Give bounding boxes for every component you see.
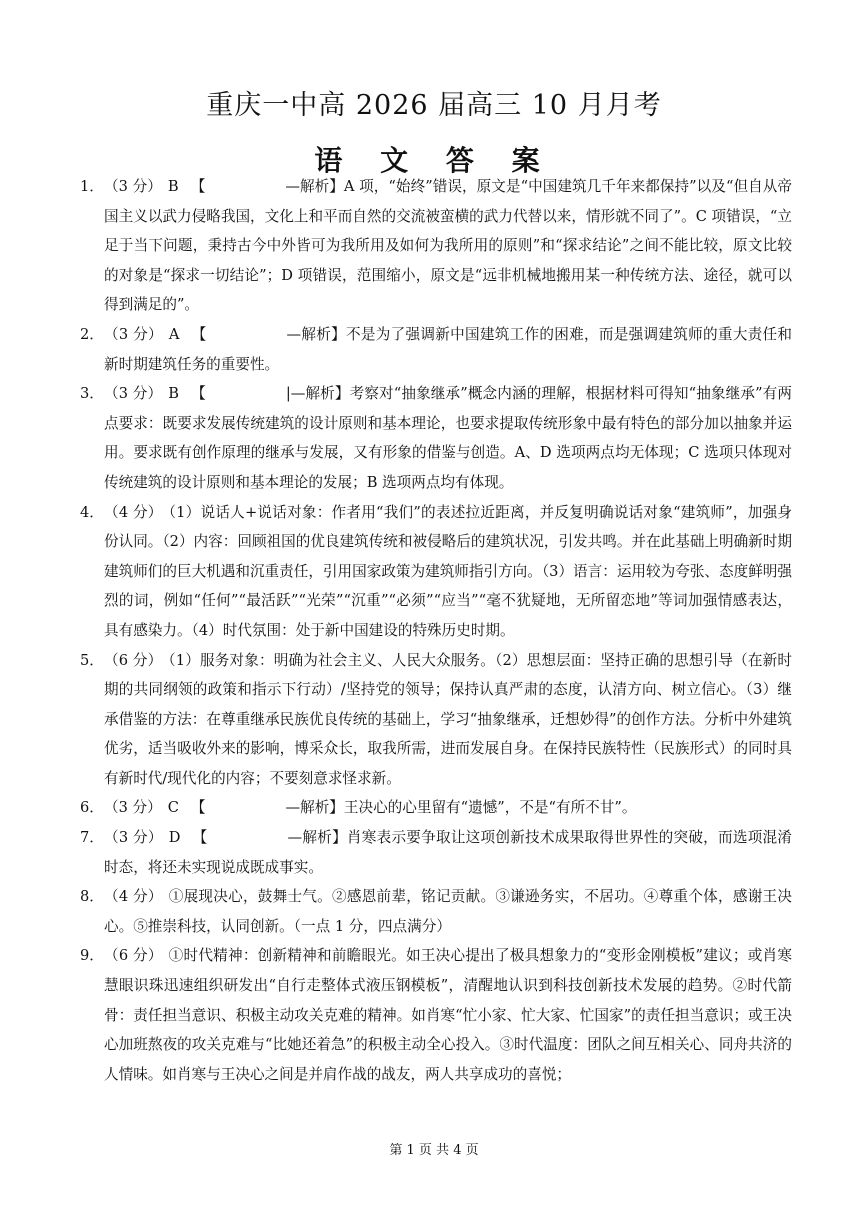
answer-points: （6 分） <box>104 651 163 669</box>
answer-points: （3 分） <box>104 325 163 343</box>
answer-item-4 <box>80 498 792 646</box>
answer-text: —解析】王决心的心里留有“遗憾”，不是“有所不甘”。 <box>285 799 637 817</box>
answer-choice: B <box>167 178 179 195</box>
answer-text: ①时代精神：创新精神和前瞻眼光。如王决心提出了极具想象力的“变形金刚模板”建议；或肖寒慧眼识珠迅速组织研发出“自行走整体式液压钢模板”，清醒地认识到科技创新技术发展的趋势。②时代箭骨：责任担当意识、积极主动攻关克难的精神。如肖寒“忙小家、忙大家、忙国家”的责任担当意识；或王决心加班熬夜的攻关克难与“比她还着急”的积极主动全心投入。③时代温度：团队之间互相关心、同舟共济的人情味。如肖寒与王决心之间是并肩作战的战友，两人共享成功的喜悦； <box>104 947 792 1083</box>
answer-number: 9． <box>80 947 104 965</box>
answer-number: 2． <box>80 325 104 343</box>
answer-item-9 <box>80 941 792 1089</box>
answer-number: 8． <box>80 888 104 906</box>
answer-bracket: 【 <box>190 385 206 403</box>
answer-text: （1）说话人+说话对象：作者用“我们”的表述拉近距离，并反复明确说话对象“建筑师”，加强身份认同。（2）内容：回顾祖国的优良建筑传统和被侵略后的建筑状况，引发共鸣。并在此基础上明确新时期建筑师们的巨大机遇和沉重责任，引用国家政策为建筑师指引方向。（3）语言：运用较为夸张、态度鲜明强烈的词，例如“任何”“最活跃”“光荣”“沉重”“必须”“应当”“毫不犹疑地，无所留恋地”等词加强情感表达，具有感染力。（4）时代氛围：处于新中国建设的特殊历史时期。 <box>104 503 792 639</box>
answer-item-1 <box>80 172 792 320</box>
answer-bracket: 【 <box>192 829 208 847</box>
answer-bracket: 【 <box>190 799 206 817</box>
answer-points: （3 分） <box>104 829 163 847</box>
page-subtitle: 语 文 答 案 <box>314 144 554 177</box>
answer-number: 6． <box>80 799 104 817</box>
page-footer: 第 1 页 共 4 页 <box>389 1143 479 1158</box>
page-title: 重庆一中高 2026 届高三 10 月月考 <box>206 90 662 121</box>
answer-choice: A <box>168 325 180 343</box>
answer-number: 7． <box>80 829 104 847</box>
answer-text: —解析】不是为了强调新中国建筑工作的困难，而是强调建筑师的重大责任和新时期建筑任务的重要性。 <box>104 325 792 373</box>
answer-choice: B <box>168 385 179 403</box>
answer-points: （3 分） <box>104 799 162 817</box>
answer-bracket: 【 <box>191 325 207 343</box>
answer-points: （4 分） <box>104 888 163 906</box>
answer-text: ①展现决心，鼓舞士气。②感恩前辈，铭记贡献。③谦逊务实，不居功。④尊重个体，感谢王决心。⑤推崇科技，认同创新。（一点 1 分，四点满分） <box>104 888 792 935</box>
answer-number: 4． <box>80 503 104 521</box>
answer-item-6 <box>80 793 792 823</box>
answer-choice: C <box>167 799 179 817</box>
answer-text: —解析】肖寒表示要争取让这项创新技术成果取得世界性的突破，而选项混淆时态，将还未实现说成既成事实。 <box>104 829 792 876</box>
answer-text: —解析】A 项，“始终”错误，原文是“中国建筑几千年来都保持”以及“但自从帝国主义以武力侵略我国，文化上和平而自然的交流被蛮横的武力代替以来，情形就不同了”。C 项错误，“立足于当下问题，秉持古今中外皆可为我所用及如何为我所用的原则”和“探求结论”之间不能比较，原文比较的对象是“探求一切结论”；D 项错误，范围缩小，原文是“远非机械地搬用某一种传统方法、途径，就可以得到满足的”。 <box>104 178 792 314</box>
answer-text: （1）服务对象：明确为社会主义、人民大众服务。（2）思想层面：坚持正确的思想引导（在新时期的共同纲领的政策和指示下行动）/坚持党的领导；保持认真严肃的态度，认清方向、树立信心。（3）继承借鉴的方法：在尊重继承民族优良传统的基础上，学习“抽象继承，迁想妙得”的创作方法。分析中外建筑优劣，适当吸收外来的影响，博采众长，取我所需，进而发展自身。在保持民族特性（民族形式）的同时具有新时代/现代化的内容；不要刻意求怪求新。 <box>104 651 792 787</box>
answer-item-3 <box>80 379 792 497</box>
answer-number: 5． <box>80 651 104 669</box>
answer-choice: D <box>168 829 181 847</box>
answer-bracket: 【 <box>190 178 206 195</box>
answer-item-8 <box>80 882 792 941</box>
answer-points: （3 分） <box>104 385 163 403</box>
answer-points: （6 分） <box>104 947 163 965</box>
answer-item-2 <box>80 320 792 379</box>
answer-item-5 <box>80 646 792 794</box>
answer-number: 3． <box>80 385 104 403</box>
answer-number: 1． <box>80 178 104 195</box>
answer-points: （3 分） <box>104 178 162 195</box>
answer-text: |—解析】考察对“抽象继承”概念内涵的理解，根据材料可得知“抽象继承”有两点要求：既要求发展传统建筑的设计原则和基本理论，也要求提取传统形象中最有特色的部分加以抽象并运用。要求既有创作原理的继承与发展，又有形象的借鉴与创造。A、D 选项两点均无体现；C 选项只体现对传统建筑的设计原则和基本理论的发展；B 选项两点均有体现。 <box>104 385 792 491</box>
answer-points: （4 分） <box>104 503 163 521</box>
answer-list <box>80 172 792 1089</box>
answer-item-7 <box>80 823 792 882</box>
